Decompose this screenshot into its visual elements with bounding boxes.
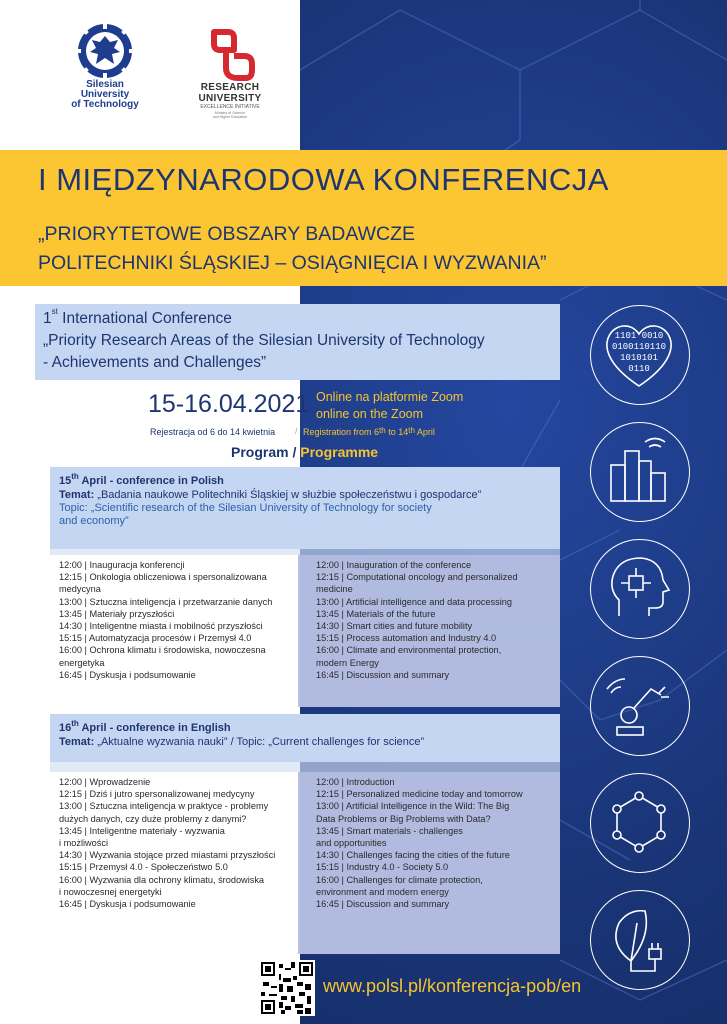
day2-section xyxy=(50,714,560,954)
schedule-item: 12:15 | Computational oncology and personalized xyxy=(316,572,518,583)
schedule-item: i nowoczesnej energetyki xyxy=(59,886,162,897)
en-title-line2: „Priority Research Areas of the Silesian University of Technology xyxy=(43,332,485,349)
day1-topic-line2: and economy” xyxy=(59,515,129,527)
schedule-item: 12:15 | Personalized medicine today and tomorrow xyxy=(316,789,523,800)
english-title-box xyxy=(35,304,560,380)
smart-city-icon xyxy=(590,422,690,522)
subtitle-line2: POLITECHNIKI ŚLĄSKIEJ – OSIĄGNIĘCIA I WYZWANIA” xyxy=(38,252,547,274)
schedule-item: 12:00 | Wprowadzenie xyxy=(59,777,151,787)
day1-schedule-pl xyxy=(50,555,298,707)
subtitle-line1: „PRIORYTETOWE OBSZARY BADAWCZE xyxy=(38,223,416,245)
en-title-line1: 1st International Conference xyxy=(43,307,232,327)
day2-temat: Temat: „Aktualne wyzwania nauki” / Topic: „Current challenges for science” xyxy=(59,736,425,748)
schedule-item: 13:45 | Materials of the future xyxy=(316,608,436,619)
schedule-item: 12:00 | Introduction xyxy=(316,777,395,787)
schedule-item: 14:30 | Smart cities and future mobility xyxy=(316,621,473,632)
program-heading: Program / Programme xyxy=(231,444,379,460)
en-title-line3: - Achievements and Challenges” xyxy=(43,354,267,371)
schedule-item: environment and modern energy xyxy=(316,886,449,897)
schedule-item: 16:45 | Discussion and summary xyxy=(316,669,450,680)
conference-title-pl: I MIĘDZYNARODOWA KONFERENCJA xyxy=(38,162,609,197)
polsl-logo-line3: of Technology xyxy=(71,99,139,110)
schedule-item: 16:45 | Dyskusja i podsumowanie xyxy=(59,669,196,680)
silesian-university-logo xyxy=(60,22,150,110)
schedule-item: and opportunities xyxy=(316,838,387,849)
schedule-item: 15:15 | Process automation and Industry 4.0 xyxy=(316,633,497,644)
schedule-item: 14:30 | Challenges facing the cities of the future xyxy=(316,850,510,861)
research-university-logo xyxy=(185,26,275,119)
schedule-item: 15:15 | Przemysł 4.0 - Społeczeństwo 5.0 xyxy=(59,862,228,873)
hexagon-network-icon xyxy=(590,773,690,873)
green-energy-leaf-icon xyxy=(590,890,690,990)
schedule-item: 15:15 | Automatyzacja procesów i Przemysł 4.0 xyxy=(59,633,252,644)
schedule-item: 16:00 | Ochrona klimatu i środowiska, nowoczesna xyxy=(59,645,266,656)
ru-logo-line2: UNIVERSITY xyxy=(198,93,262,104)
robot-arm-icon xyxy=(590,656,690,756)
schedule-item: 13:00 | Artificial Intelligence in the Wild: The Big xyxy=(316,801,510,812)
conference-subtitle-pl xyxy=(38,220,547,278)
conference-url-link[interactable]: www.polsl.pl/konferencja-pob/en xyxy=(323,976,582,996)
conference-date: 15-16.04.2021 xyxy=(148,390,310,418)
schedule-item: 16:00 | Wyzwania dla ochrony klimatu, środowiska xyxy=(59,874,265,885)
ru-logo-ministry-1: Ministry of Science xyxy=(214,111,246,115)
schedule-item: 13:00 | Artificial intelligence and data processing xyxy=(316,596,512,607)
online-info xyxy=(316,389,463,423)
day1-schedule-en xyxy=(298,555,560,707)
schedule-item: 16:45 | Discussion and summary xyxy=(316,899,450,910)
registration-divider: / xyxy=(295,426,298,436)
svg-text:0100110110: 0100110110 xyxy=(611,342,667,352)
ru-logo-line1: RESEARCH xyxy=(200,82,260,93)
schedule-item: 15:15 | Industry 4.0 - Society 5.0 xyxy=(316,862,449,873)
qr-code[interactable] xyxy=(259,960,315,1016)
registration-pl: Rejestracja od 6 do 14 kwietnia xyxy=(150,427,276,437)
polsl-logo-line2: University xyxy=(80,89,130,100)
schedule-item: Data Problems or Big Problems with Data? xyxy=(316,813,491,824)
day1-temat: Temat: „Badania naukowe Politechniki Śląskiej w służbie społeczeństwu i gospodarce” xyxy=(59,489,482,501)
day1-topic-line1: Topic: „Scientific research of the Silesian University of Technology for society xyxy=(59,502,432,514)
schedule-item: 12:15 | Onkologia obliczeniowa i spersonalizowana xyxy=(59,572,267,583)
day2-header xyxy=(50,714,560,762)
ru-logo-ministry-2: and Higher Education xyxy=(212,115,248,119)
schedule-item: 16:00 | Climate and environmental protection, xyxy=(316,645,502,656)
svg-text:1101 0010: 1101 0010 xyxy=(614,331,664,341)
online-pl: Online na platformie Zoom xyxy=(316,390,464,404)
day2-schedule-pl xyxy=(50,772,298,954)
schedule-item: 13:45 | Materiały przyszłości xyxy=(59,608,175,619)
schedule-item: dużych danych, czy duże problemy z danymi? xyxy=(59,813,247,824)
svg-text:1010101: 1010101 xyxy=(620,353,658,363)
qr-code-icon xyxy=(259,960,315,1016)
day2-title: 16th April - conference in English xyxy=(59,719,231,734)
schedule-item: 13:00 | Sztuczna inteligencja w praktyce - problemy xyxy=(59,801,269,812)
schedule-item: energetyka xyxy=(59,657,105,668)
ru-logo-sub: EXCELLENCE INITIATIVE xyxy=(200,104,260,110)
binary-heart-icon xyxy=(590,305,690,405)
schedule-item: 14:30 | Wyzwania stojące przed miastami przyszłości xyxy=(59,850,276,861)
polsl-logo-line1: Silesian xyxy=(86,79,124,90)
schedule-item: 13:45 | Inteligentne materiały - wyzwania xyxy=(59,825,225,836)
research-university-icon xyxy=(200,26,260,82)
schedule-item: 12:00 | Inauguration of the conference xyxy=(316,560,472,570)
ai-brain-icon xyxy=(590,539,690,639)
schedule-item: 16:45 | Dyskusja i podsumowanie xyxy=(59,899,196,910)
day2-schedule-en xyxy=(298,772,560,954)
schedule-item: 16:00 | Challenges for climate protection, xyxy=(316,874,483,885)
schedule-item: medicine xyxy=(316,584,353,595)
schedule-item: 13:00 | Sztuczna inteligencja i przetwarzanie danych xyxy=(59,596,273,607)
svg-text:0110: 0110 xyxy=(628,364,650,374)
day1-header xyxy=(50,467,560,549)
schedule-item: 12:00 | Inauguracja konferencji xyxy=(59,560,185,570)
schedule-item: medycyna xyxy=(59,584,101,595)
university-emblem-icon xyxy=(74,22,136,80)
day1-title: 15th April - conference in Polish xyxy=(59,472,224,487)
schedule-item: 14:30 | Inteligentne miasta i mobilność przyszłości xyxy=(59,621,263,632)
day1-section xyxy=(50,467,560,707)
schedule-item: 13:45 | Smart materials - challenges xyxy=(316,825,463,836)
registration-en: Registration from 6th to 14th April xyxy=(303,426,435,437)
schedule-item: i możliwości xyxy=(59,838,109,849)
online-en: online on the Zoom xyxy=(316,407,424,421)
schedule-item: modern Energy xyxy=(316,657,379,668)
schedule-item: 12:15 | Dziś i jutro spersonalizowanej medycyny xyxy=(59,789,255,800)
